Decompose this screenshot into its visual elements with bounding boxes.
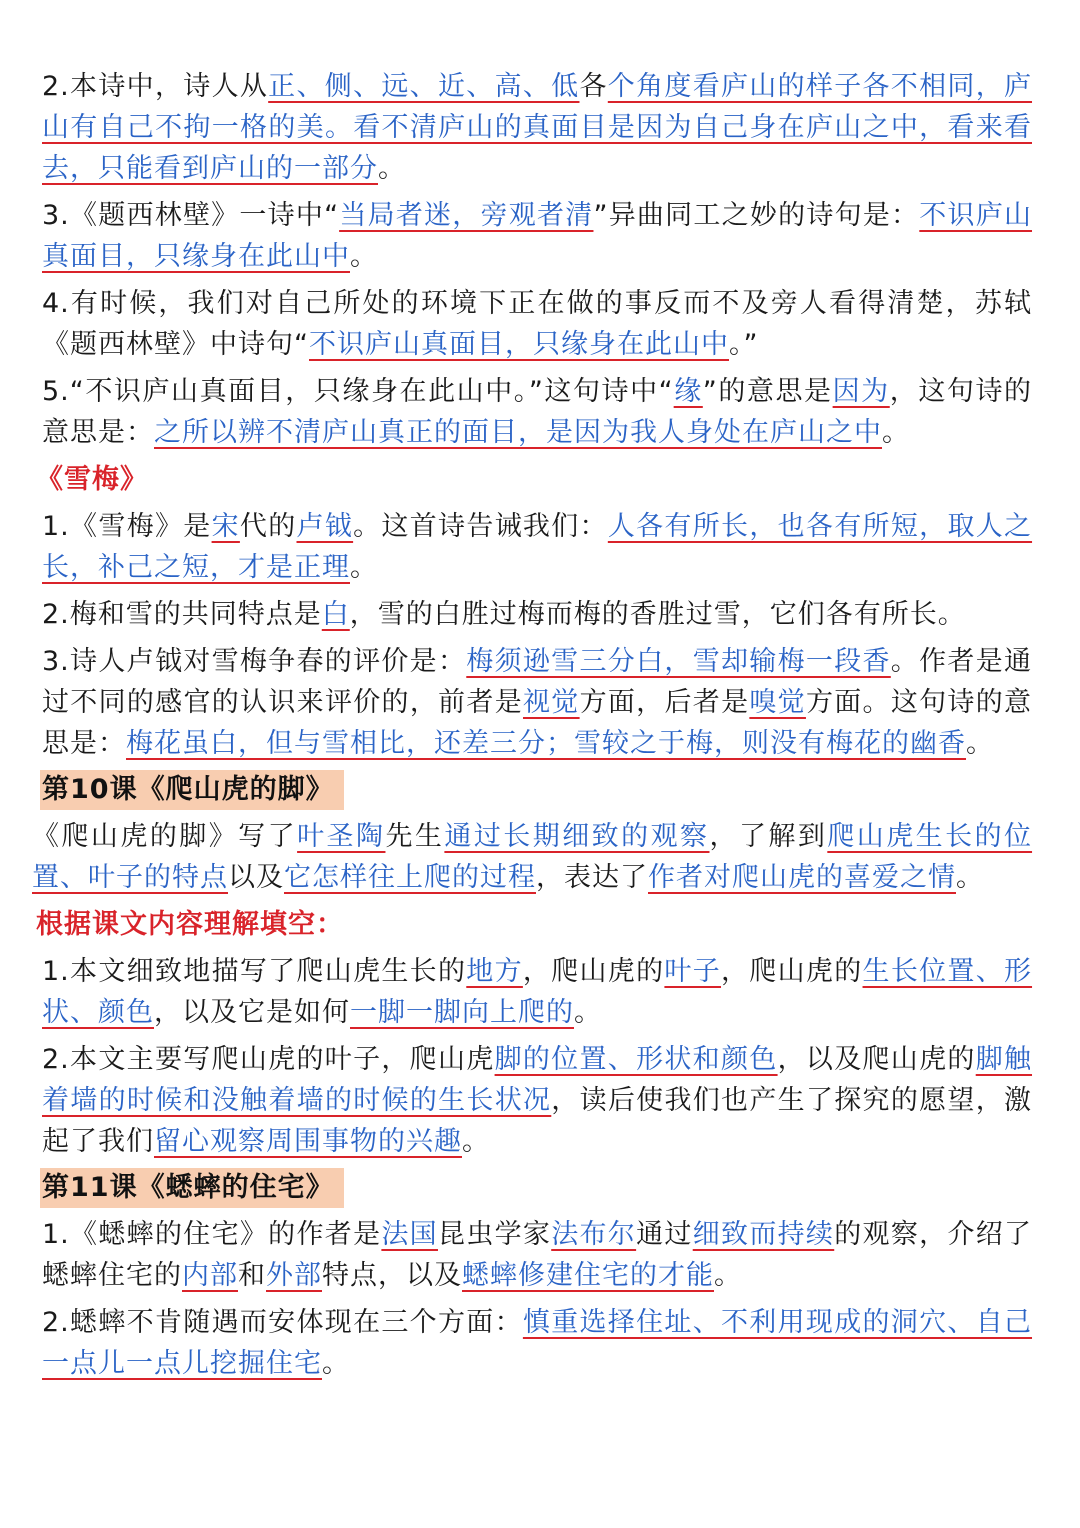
prompt-text: 先生: [385, 821, 445, 852]
item-2-lushan-angles: [42, 66, 1032, 189]
prompt-text: ，这句诗的意思是：: [42, 376, 1033, 448]
prompt-text: 3.诗人卢钺对雪梅争春的评价是：: [42, 646, 467, 677]
answer-text: 内部: [182, 1260, 238, 1291]
prompt-text: 2.蟋蟀不肯随遇而安体现在三个方面：: [42, 1307, 523, 1338]
prompt-text: 各: [579, 71, 608, 102]
xuemei-item-2: [42, 594, 1032, 635]
prompt-text: ，读后使我们也产生了探究的愿望，激起了我们: [42, 1085, 1033, 1157]
answer-text: 法布尔: [551, 1219, 637, 1250]
answer-text: 地方: [466, 956, 523, 987]
prompt-text: 。: [574, 997, 602, 1028]
answer-text: 生长位置、形状、颜色: [42, 956, 1033, 1028]
prompt-text: 《爬山虎的脚》写了: [32, 821, 298, 852]
answer-text: 当局者迷，旁观者清: [339, 200, 594, 231]
prompt-text: 2.本文主要写爬山虎的叶子，爬山虎: [42, 1044, 495, 1075]
xuemei-item-3: [42, 641, 1032, 764]
answer-text: 细致而持续: [692, 1219, 835, 1250]
answer-text: 不识庐山真面目，只缘身在此山中: [42, 200, 1033, 272]
prompt-text: ”的意思是: [702, 376, 833, 407]
prompt-text: 。: [462, 1126, 490, 1157]
prompt-text: 《雪梅》: [36, 464, 148, 495]
prompt-text: ，表达了: [536, 862, 648, 893]
answer-text: 留心观察周围事物的兴趣: [154, 1126, 462, 1157]
prompt-text: 。: [350, 552, 378, 583]
lesson-11-title-row: [42, 1168, 1032, 1214]
prompt-text: 特点，以及: [322, 1260, 462, 1291]
answer-text: 嗅觉: [749, 687, 806, 718]
prompt-text: 3.《题西林壁》一诗中“: [42, 200, 340, 231]
prompt-text: ，以及爬山虎的: [777, 1044, 976, 1075]
answer-text: 缘: [673, 376, 703, 407]
prompt-text: 以及: [228, 862, 284, 893]
answer-text: 外部: [266, 1260, 322, 1291]
answer-text: 个角度看庐山的样子各不相同，庐山有自己不拘一格的美。看不清庐山的真面目是因为自己身在庐山之中，看来看去，只能看到庐山的一部分: [42, 71, 1033, 184]
prompt-text: ，了解到: [709, 821, 828, 852]
answer-text: 不识庐山真面目，只缘身在此山中: [309, 329, 729, 360]
prompt-text: 方面，后者是: [579, 687, 750, 718]
prompt-text: 。这首诗告诫我们：: [353, 511, 608, 542]
answer-text: 一脚一脚向上爬的: [350, 997, 574, 1028]
lesson-10-item-2: [42, 1039, 1032, 1162]
item-4-su-shi-line: [42, 283, 1032, 365]
answer-text: 人各有所长，也各有所短，取人之长，补己之短，才是正理: [42, 511, 1033, 583]
prompt-text: ，以及它是如何: [154, 997, 350, 1028]
prompt-text: 。: [378, 153, 406, 184]
prompt-text: ，爬山虎的: [522, 956, 665, 987]
answer-text: 脚触着墙的时候和没触着墙的时候的生长状况: [42, 1044, 1033, 1116]
lesson-11-item-1: [42, 1214, 1032, 1296]
lesson-10-item-1: [42, 951, 1032, 1033]
poem-title-xuemei: [36, 459, 1032, 500]
prompt-text: ，雪的白胜过梅而梅的香胜过雪，它们各有所长。: [349, 599, 966, 630]
prompt-text: 。作者是通过不同的感官的认识来评价的，前者是: [42, 646, 1033, 718]
prompt-text: ”异曲同工之妙的诗句是：: [593, 200, 920, 231]
prompt-text: 第11课《蟋蟀的住宅》: [42, 1172, 334, 1203]
answer-text: 作者对爬山虎的喜爱之情: [648, 862, 956, 893]
answer-text: 叶子: [664, 956, 722, 987]
answer-text: 宋: [211, 511, 240, 542]
prompt-text: 通过: [636, 1219, 693, 1250]
answer-text: 叶圣陶: [297, 821, 386, 852]
prompt-text: 。: [956, 862, 984, 893]
answer-text: 因为: [832, 376, 890, 407]
prompt-text: 方面。这句诗的意思是：: [42, 687, 1033, 759]
answer-text: 爬山虎生长的位置、叶子的特点: [32, 821, 1033, 893]
prompt-text: 5.“不识庐山真面目，只缘身在此山中。”这句诗中“: [42, 376, 674, 407]
lesson-11-item-2: [42, 1302, 1032, 1384]
prompt-text: 。: [322, 1348, 350, 1379]
answer-text: 法国: [381, 1219, 438, 1250]
prompt-text: 第10课《爬山虎的脚》: [42, 774, 334, 805]
prompt-text: 4.有时候，我们对自己所处的环境下正在做的事反而不及旁人看得清楚，苏轼《题西林壁》中诗句“: [42, 288, 1032, 360]
prompt-text: 。: [882, 417, 910, 448]
prompt-text: 1.《蟋蟀的住宅》的作者是: [42, 1219, 382, 1250]
answer-text: 梅花虽白，但与雪相比，还差三分；雪较之于梅，则没有梅花的幽香: [126, 728, 966, 759]
prompt-text: 代的: [239, 511, 297, 542]
answer-text: 卢钺: [296, 511, 354, 542]
prompt-text: 。”: [729, 329, 759, 360]
prompt-text: 和: [238, 1260, 266, 1291]
answer-text: 白: [321, 599, 350, 630]
prompt-text: ，爬山虎的: [721, 956, 863, 987]
answer-text: 脚的位置、形状和颜色: [494, 1044, 778, 1075]
answer-text: 正、侧、远、近、高、低: [268, 71, 580, 102]
document-page: [32, 66, 1033, 1390]
prompt-text: 。: [350, 241, 378, 272]
prompt-text: 1.本文细致地描写了爬山虎生长的: [42, 956, 467, 987]
prompt-text: 昆虫学家: [437, 1219, 552, 1250]
lesson-11-title: [40, 1168, 344, 1208]
prompt-text: 的观察，介绍了蟋蟀住宅的: [42, 1219, 1033, 1291]
item-3-similar-lines: [42, 195, 1032, 277]
lesson-10-title-row: [42, 770, 1032, 816]
answer-text: 通过长期细致的观察: [444, 821, 710, 852]
item-5-meaning-yuan: [42, 371, 1032, 453]
answer-text: 它怎样往上爬的过程: [284, 862, 536, 893]
prompt-text: 1.《雪梅》是: [42, 511, 212, 542]
answer-text: 梅须逊雪三分白，雪却输梅一段香: [466, 646, 891, 677]
prompt-text: 。: [714, 1260, 742, 1291]
prompt-text: 2.本诗中，诗人从: [42, 71, 269, 102]
prompt-text: 根据课文内容理解填空：: [36, 909, 344, 940]
prompt-text: 2.梅和雪的共同特点是: [42, 599, 322, 630]
answer-text: 慎重选择住址、不利用现成的洞穴、自己一点儿一点儿挖掘住宅: [42, 1307, 1033, 1379]
answer-text: 蟋蟀修建住宅的才能: [462, 1260, 714, 1291]
lesson-10-title: [40, 770, 344, 810]
prompt-text: 。: [966, 728, 994, 759]
fill-in-heading: [36, 904, 1032, 945]
answer-text: 视觉: [523, 687, 580, 718]
answer-text: 之所以辨不清庐山真正的面目，是因为我人身处在庐山之中: [154, 417, 882, 448]
lesson-10-summary: [32, 816, 1032, 898]
xuemei-item-1: [42, 506, 1032, 588]
